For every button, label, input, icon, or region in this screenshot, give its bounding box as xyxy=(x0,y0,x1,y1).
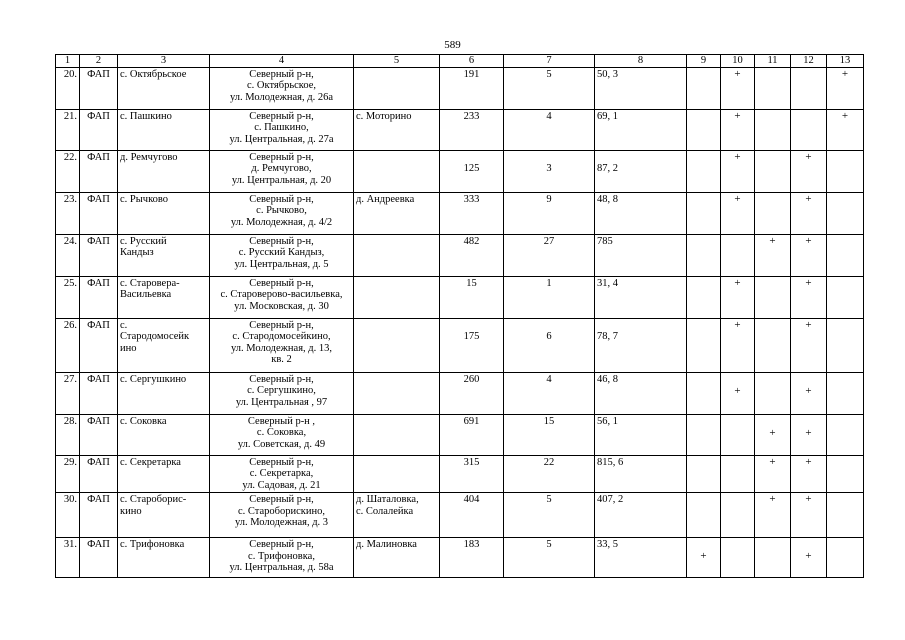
col12-cell xyxy=(791,538,827,578)
facility-type: ФАП xyxy=(80,276,118,318)
address-cell xyxy=(210,538,354,578)
population-value: 175 xyxy=(440,318,504,372)
col11-cell xyxy=(755,192,791,234)
col10-cell xyxy=(721,318,755,372)
distance-value: 3 xyxy=(504,150,595,192)
address-cell xyxy=(210,493,354,538)
col13-cell xyxy=(827,318,864,372)
col12-cell xyxy=(791,455,827,493)
population-value: 333 xyxy=(440,192,504,234)
table-row xyxy=(56,372,864,414)
settlement-cell-line: с. Трифоновка xyxy=(120,539,185,550)
settlement-cell xyxy=(118,67,210,109)
col9-cell xyxy=(687,372,721,414)
area-value: 48, 8 xyxy=(595,192,687,234)
col9-cell xyxy=(687,276,721,318)
served-settlements-cell xyxy=(354,455,440,493)
plus-mark: + xyxy=(734,192,741,205)
plus-mark: + xyxy=(769,493,776,505)
row-number: 30. xyxy=(56,493,80,538)
table-row xyxy=(56,276,864,318)
address-cell-line: Северный р-н, xyxy=(249,193,314,205)
col10-cell xyxy=(721,455,755,493)
address-cell xyxy=(210,150,354,192)
row-number: 23. xyxy=(56,192,80,234)
plus-mark: + xyxy=(805,150,812,163)
col9-cell xyxy=(687,455,721,493)
column-number-13: 13 xyxy=(827,55,864,68)
address-cell-line: ул. Молодежная, д. 3 xyxy=(234,517,329,528)
col9-cell xyxy=(687,109,721,150)
facility-type: ФАП xyxy=(80,493,118,538)
address-cell-line: ул. Центральная, д. 27а xyxy=(229,133,334,145)
column-number-3: 3 xyxy=(118,55,210,68)
table-row xyxy=(56,318,864,372)
col13-cell xyxy=(827,192,864,234)
distance-value: 27 xyxy=(504,234,595,276)
table-row xyxy=(56,538,864,578)
plus-mark: + xyxy=(734,109,741,122)
address-cell-line: кв. 2 xyxy=(271,354,292,365)
address-cell-line: с. Октябрьское, xyxy=(246,80,316,91)
row-number: 31. xyxy=(56,538,80,578)
distance-value: 5 xyxy=(504,67,595,109)
col10-cell xyxy=(721,493,755,538)
settlement-cell xyxy=(118,318,210,372)
col12-cell xyxy=(791,67,827,109)
served-settlements-cell xyxy=(354,538,440,578)
distance-value: 22 xyxy=(504,455,595,493)
col9-cell xyxy=(687,414,721,455)
address-cell xyxy=(210,318,354,372)
address-cell-line: с. Рычково, xyxy=(256,205,307,216)
served-settlements-cell xyxy=(354,318,440,372)
col9-cell xyxy=(687,493,721,538)
column-number-9: 9 xyxy=(687,55,721,68)
plus-mark: + xyxy=(734,318,741,331)
population-value: 315 xyxy=(440,455,504,493)
col9-cell xyxy=(687,318,721,372)
address-cell-line: ул. Московская, д. 30 xyxy=(234,300,329,312)
column-number-12: 12 xyxy=(791,55,827,68)
col9-cell xyxy=(687,234,721,276)
plus-mark: + xyxy=(841,67,849,80)
address-cell-line: ул. Советская, д. 49 xyxy=(237,438,326,450)
row-number: 25. xyxy=(56,276,80,318)
address-cell xyxy=(210,234,354,276)
col11-cell xyxy=(755,414,791,455)
plus-mark: + xyxy=(805,276,812,289)
col13-cell xyxy=(827,372,864,414)
population-value: 233 xyxy=(440,109,504,150)
col12-cell xyxy=(791,414,827,455)
plus-mark: + xyxy=(805,318,812,331)
col11-cell xyxy=(755,67,791,109)
col12-cell xyxy=(791,493,827,538)
served-settlements-cell xyxy=(354,234,440,276)
col11-cell xyxy=(755,109,791,150)
row-number: 20. xyxy=(56,67,80,109)
population-value: 125 xyxy=(440,150,504,192)
address-cell xyxy=(210,109,354,150)
distance-value: 6 xyxy=(504,318,595,372)
facility-type: ФАП xyxy=(80,372,118,414)
settlement-cell-line: ино xyxy=(120,342,137,354)
row-number: 27. xyxy=(56,372,80,414)
row-number: 24. xyxy=(56,234,80,276)
col11-cell xyxy=(755,276,791,318)
served-settlements-cell xyxy=(354,150,440,192)
table-row xyxy=(56,493,864,538)
area-value: 31, 4 xyxy=(595,276,687,318)
address-cell-line: Северный р-н, xyxy=(249,68,314,80)
plus-mark: + xyxy=(805,426,812,439)
settlement-cell-line: с. Соковка xyxy=(120,415,167,427)
row-number: 21. xyxy=(56,109,80,150)
table-row xyxy=(56,455,864,493)
col12-cell xyxy=(791,192,827,234)
settlement-cell-line: Кандыз xyxy=(120,247,154,258)
facility-type: ФАП xyxy=(80,318,118,372)
column-number-10: 10 xyxy=(721,55,755,68)
settlement-cell-line: кино xyxy=(120,505,142,517)
address-cell-line: ул. Молодежная, д. 4/2 xyxy=(230,216,333,228)
served-settlements-cell xyxy=(354,276,440,318)
area-value: 87, 2 xyxy=(595,150,687,192)
population-value: 691 xyxy=(440,414,504,455)
settlement-cell-line: с. Староборис- xyxy=(120,494,187,505)
col12-cell xyxy=(791,109,827,150)
column-number-8: 8 xyxy=(595,55,687,68)
col11-cell xyxy=(755,372,791,414)
address-cell-line: с. Русский Кандыз, xyxy=(238,247,325,258)
col11-cell xyxy=(755,538,791,578)
address-cell-line: с. Соковка, xyxy=(256,427,307,438)
plus-mark: + xyxy=(734,67,741,80)
col13-cell xyxy=(827,109,864,150)
served-settlements-cell xyxy=(354,414,440,455)
plus-mark: + xyxy=(734,276,741,289)
address-cell-line: с. Староверово-васильевка, xyxy=(220,289,343,300)
col12-cell xyxy=(791,150,827,192)
address-cell-line: Северный р-н, xyxy=(249,319,314,331)
column-number-7: 7 xyxy=(504,55,595,68)
address-cell-line: с. Стародомосейкино, xyxy=(232,331,331,342)
settlement-cell xyxy=(118,414,210,455)
population-value: 15 xyxy=(440,276,504,318)
facilities-table xyxy=(55,54,864,578)
col9-cell xyxy=(687,67,721,109)
col10-cell xyxy=(721,414,755,455)
settlement-cell-line: д. Ремчугово xyxy=(120,151,178,163)
distance-value: 1 xyxy=(504,276,595,318)
col13-cell xyxy=(827,150,864,192)
col12-cell xyxy=(791,276,827,318)
distance-value: 4 xyxy=(504,109,595,150)
facility-type: ФАП xyxy=(80,234,118,276)
col10-cell xyxy=(721,67,755,109)
col10-cell xyxy=(721,234,755,276)
table-row xyxy=(56,414,864,455)
settlement-cell-line: с. Русский xyxy=(120,235,167,247)
settlement-cell xyxy=(118,538,210,578)
address-cell xyxy=(210,67,354,109)
served-settlements-cell-line: с. Солалейка xyxy=(356,505,414,517)
served-settlements-cell xyxy=(354,67,440,109)
settlement-cell-line: с. Октябрьское xyxy=(120,68,187,80)
col13-cell xyxy=(827,493,864,538)
plus-mark: + xyxy=(805,550,812,562)
plus-mark: + xyxy=(805,455,812,468)
column-number-6: 6 xyxy=(440,55,504,68)
col11-cell xyxy=(755,234,791,276)
population-value: 183 xyxy=(440,538,504,578)
population-value: 191 xyxy=(440,67,504,109)
plus-mark: + xyxy=(805,234,812,247)
address-cell-line: Северный р-н, xyxy=(249,494,314,505)
served-settlements-cell-line: д. Шаталовка, xyxy=(356,494,419,505)
col10-cell xyxy=(721,109,755,150)
facility-type: ФАП xyxy=(80,455,118,493)
table-row xyxy=(56,150,864,192)
area-value: 785 xyxy=(595,234,687,276)
area-value: 50, 3 xyxy=(595,67,687,109)
distance-value: 4 xyxy=(504,372,595,414)
col13-cell xyxy=(827,455,864,493)
settlement-cell xyxy=(118,234,210,276)
served-settlements-cell xyxy=(354,493,440,538)
address-cell-line: Северный р-н, xyxy=(249,277,314,289)
served-settlements-cell-line: д. Малиновка xyxy=(356,539,417,550)
col13-cell xyxy=(827,414,864,455)
population-value: 482 xyxy=(440,234,504,276)
column-number-5: 5 xyxy=(354,55,440,68)
table-row xyxy=(56,234,864,276)
distance-value: 5 xyxy=(504,538,595,578)
col11-cell xyxy=(755,493,791,538)
plus-mark: + xyxy=(805,384,812,397)
plus-mark: + xyxy=(805,192,812,205)
col11-cell xyxy=(755,318,791,372)
address-cell-line: с. Трифоновка, xyxy=(248,550,315,562)
facility-type: ФАП xyxy=(80,414,118,455)
address-cell-line: с. Пашкино, xyxy=(254,122,309,133)
column-number-4: 4 xyxy=(210,55,354,68)
col12-cell xyxy=(791,318,827,372)
col11-cell xyxy=(755,150,791,192)
plus-mark: + xyxy=(734,384,741,397)
served-settlements-cell xyxy=(354,192,440,234)
col13-cell xyxy=(827,67,864,109)
settlement-cell xyxy=(118,372,210,414)
col10-cell xyxy=(721,276,755,318)
address-cell-line: ул. Садовая, д. 21 xyxy=(242,479,321,491)
settlement-cell-line: с. Секретарка xyxy=(120,456,181,468)
col9-cell xyxy=(687,150,721,192)
plus-mark: + xyxy=(734,150,741,163)
col13-cell xyxy=(827,276,864,318)
plus-mark: + xyxy=(769,426,776,439)
distance-value: 15 xyxy=(504,414,595,455)
served-settlements-cell xyxy=(354,372,440,414)
population-value: 260 xyxy=(440,372,504,414)
col10-cell xyxy=(721,372,755,414)
address-cell-line: Северный р-н, xyxy=(249,151,314,163)
col12-cell xyxy=(791,372,827,414)
page-number: 589 xyxy=(444,39,461,51)
row-number: 29. xyxy=(56,455,80,493)
area-value: 46, 8 xyxy=(595,372,687,414)
address-cell xyxy=(210,276,354,318)
plus-mark: + xyxy=(805,493,812,505)
facility-type: ФАП xyxy=(80,67,118,109)
column-number-row xyxy=(56,55,864,68)
settlement-cell xyxy=(118,150,210,192)
col12-cell xyxy=(791,234,827,276)
settlement-cell xyxy=(118,109,210,150)
plus-mark: + xyxy=(700,550,707,562)
served-settlements-cell-line: с. Моторино xyxy=(356,110,412,122)
settlement-cell xyxy=(118,192,210,234)
served-settlements-cell-line: д. Андреевка xyxy=(356,193,415,205)
column-number-2: 2 xyxy=(80,55,118,68)
address-cell-line: Северный р-н, xyxy=(249,539,314,550)
plus-mark: + xyxy=(841,109,849,122)
table-row xyxy=(56,67,864,109)
column-number-11: 11 xyxy=(755,55,791,68)
address-cell xyxy=(210,455,354,493)
address-cell-line: Северный р-н, xyxy=(249,110,314,122)
facility-type: ФАП xyxy=(80,192,118,234)
settlement-cell-line: с. Старовера- xyxy=(120,277,180,289)
table-row xyxy=(56,109,864,150)
address-cell-line: Северный р-н, xyxy=(249,235,314,247)
area-value: 33, 5 xyxy=(595,538,687,578)
distance-value: 9 xyxy=(504,192,595,234)
address-cell-line: с. Секретарка, xyxy=(249,468,314,479)
settlement-cell-line: с. Сергушкино xyxy=(120,373,187,385)
address-cell-line: ул. Центральная, д. 58а xyxy=(229,562,334,573)
address-cell-line: с. Староборискино, xyxy=(238,505,325,517)
row-number: 22. xyxy=(56,150,80,192)
settlement-cell xyxy=(118,493,210,538)
row-number: 26. xyxy=(56,318,80,372)
address-cell-line: ул. Центральная, д. 20 xyxy=(231,174,332,186)
col9-cell xyxy=(687,538,721,578)
address-cell-line: Северный р-н, xyxy=(249,456,314,468)
col13-cell xyxy=(827,234,864,276)
served-settlements-cell xyxy=(354,109,440,150)
address-cell xyxy=(210,192,354,234)
distance-value: 5 xyxy=(504,493,595,538)
settlement-cell-line: с. xyxy=(120,319,128,331)
facility-type: ФАП xyxy=(80,150,118,192)
area-value: 407, 2 xyxy=(595,493,687,538)
address-cell-line: ул. Молодежная, д. 26а xyxy=(229,91,334,103)
address-cell-line: Северный р-н , xyxy=(247,415,316,427)
settlement-cell-line: Стародомосейк xyxy=(120,331,190,342)
address-cell xyxy=(210,414,354,455)
column-number-1: 1 xyxy=(56,55,80,68)
plus-mark: + xyxy=(769,455,776,468)
settlement-cell-line: Васильевка xyxy=(120,289,172,300)
address-cell-line: с. Сергушкино, xyxy=(247,385,316,396)
address-cell-line: д. Ремчугово, xyxy=(251,163,312,174)
settlement-cell-line: с. Пашкино xyxy=(120,110,172,122)
area-value: 815, 6 xyxy=(595,455,687,493)
address-cell-line: Северный р-н, xyxy=(249,373,314,385)
area-value: 78, 7 xyxy=(595,318,687,372)
settlement-cell xyxy=(118,455,210,493)
col10-cell xyxy=(721,150,755,192)
address-cell-line: ул. Центральная , 97 xyxy=(235,396,328,408)
address-cell xyxy=(210,372,354,414)
col9-cell xyxy=(687,192,721,234)
col10-cell xyxy=(721,192,755,234)
settlement-cell-line: с. Рычково xyxy=(120,193,169,205)
col10-cell xyxy=(721,538,755,578)
row-number: 28. xyxy=(56,414,80,455)
facility-type: ФАП xyxy=(80,538,118,578)
col11-cell xyxy=(755,455,791,493)
area-value: 69, 1 xyxy=(595,109,687,150)
col13-cell xyxy=(827,538,864,578)
address-cell-line: ул. Центральная, д. 5 xyxy=(234,258,329,270)
address-cell-line: ул. Молодежная, д. 13, xyxy=(231,342,332,354)
area-value: 56, 1 xyxy=(595,414,687,455)
plus-mark: + xyxy=(769,234,776,247)
table-row xyxy=(56,192,864,234)
population-value: 404 xyxy=(440,493,504,538)
facility-type: ФАП xyxy=(80,109,118,150)
settlement-cell xyxy=(118,276,210,318)
